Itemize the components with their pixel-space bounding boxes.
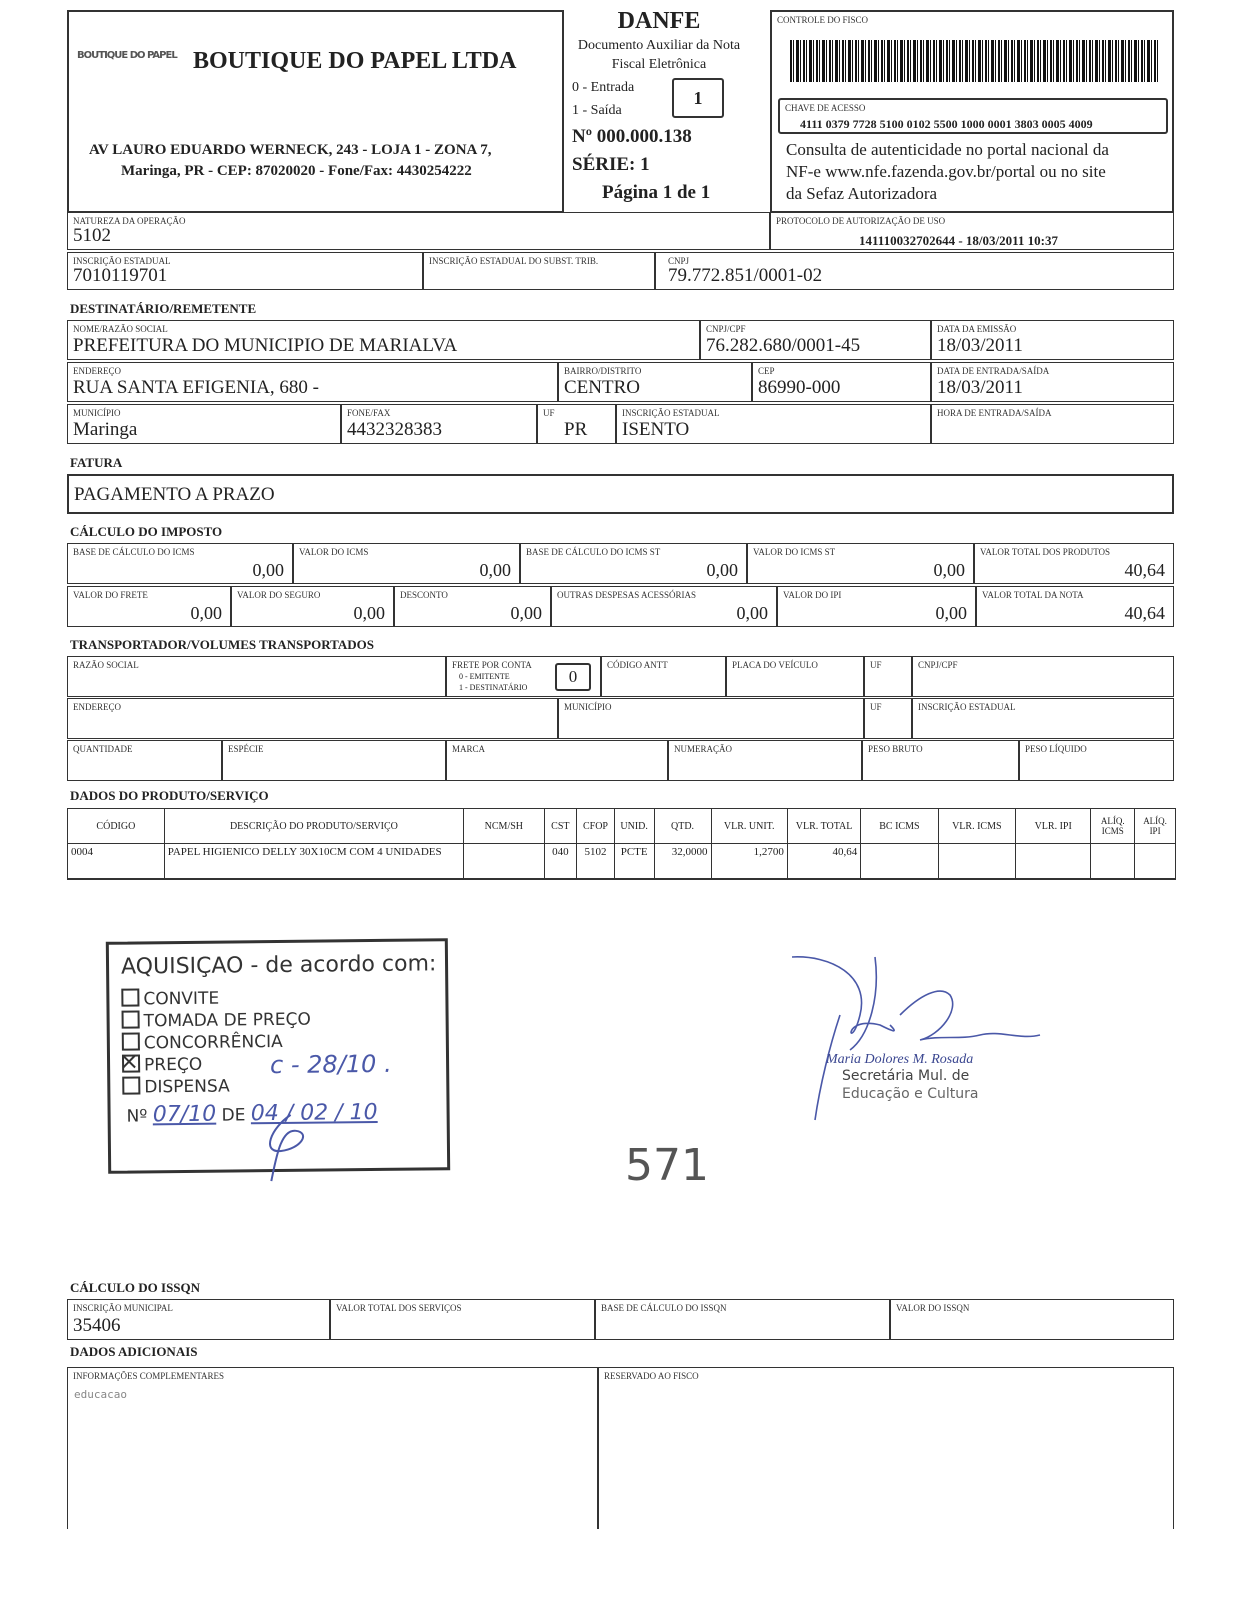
- issqn-servicos-label: VALOR TOTAL DOS SERVIÇOS: [336, 1303, 462, 1313]
- transp-razao-cell: [67, 656, 446, 697]
- ipi-cell: [777, 586, 976, 627]
- dest-entrada-label: DATA DE ENTRADA/SAÍDA: [937, 366, 1050, 376]
- dest-municipio-cell: [67, 404, 341, 444]
- dest-ie-value: ISENTO: [622, 419, 690, 440]
- transp-peso-liquido-label: PESO LÍQUIDO: [1025, 744, 1087, 754]
- col-vlr-total: VLR. TOTAL: [787, 809, 860, 844]
- cell-vlr-total: 40,64: [787, 844, 860, 880]
- signature-cargo-1: Secretária Mul. de: [842, 1068, 970, 1084]
- protocolo-cell: [770, 212, 1174, 250]
- chave-value: 4111 0379 7728 5100 0102 5500 1000 0001 3803 0005 4009: [800, 117, 1093, 131]
- desconto-value: 0,00: [510, 603, 542, 623]
- icms-st-base-cell: [520, 543, 747, 584]
- cell-ncm: [464, 844, 544, 880]
- frete-cell: [67, 586, 231, 627]
- dest-emissao-cell: [931, 320, 1174, 360]
- cell-aliq-ipi: [1135, 844, 1176, 880]
- ipi-label: VALOR DO IPI: [783, 590, 842, 600]
- transp-cnpj-cell: [912, 656, 1174, 697]
- desconto-label: DESCONTO: [400, 590, 448, 600]
- col-vlr-icms: VLR. ICMS: [938, 809, 1015, 844]
- danfe-subtitle-2: Fiscal Eletrônica: [611, 57, 707, 72]
- issqn-valor-cell: [890, 1299, 1174, 1340]
- cell-descricao: PAPEL HIGIENICO DELLY 30X10CM COM 4 UNIDADES: [164, 844, 463, 880]
- issqn-servicos-cell: [330, 1299, 595, 1340]
- issqn-base-cell: [595, 1299, 890, 1340]
- danfe-saida: 1 - Saída: [572, 103, 622, 118]
- fisco-box: [770, 10, 1174, 213]
- table-row: [68, 844, 1176, 880]
- total-produtos-label: VALOR TOTAL DOS PRODUTOS: [980, 547, 1111, 557]
- transp-marca-cell: [446, 740, 668, 781]
- cell-cfop: 5102: [577, 844, 615, 880]
- fatura-cell: [67, 474, 1174, 514]
- danfe-numero: Nº 000.000.138: [572, 126, 692, 147]
- fatura-value: PAGAMENTO A PRAZO: [74, 484, 275, 505]
- stamp-initials-icon: [251, 1112, 332, 1183]
- transp-frete-opt1: 1 - DESTINATÁRIO: [459, 683, 528, 692]
- col-cst: CST: [544, 809, 577, 844]
- outras-despesas-label: OUTRAS DESPESAS ACESSÓRIAS: [557, 590, 697, 600]
- dest-entrada-value: 18/03/2011: [937, 377, 1023, 398]
- dest-uf-label: UF: [543, 408, 555, 418]
- transp-numeracao-cell: [668, 740, 862, 781]
- transp-endereco-label: ENDEREÇO: [73, 702, 121, 712]
- transp-quantidade-cell: [67, 740, 222, 781]
- ie-label: INSCRIÇÃO ESTADUAL: [73, 256, 171, 266]
- transp-especie-label: ESPÉCIE: [228, 744, 264, 754]
- transp-especie-cell: [222, 740, 446, 781]
- stamp-option-preco: [122, 1054, 202, 1076]
- dest-cnpj-value: 76.282.680/0001-45: [706, 335, 861, 356]
- col-aliq-icms: ALÍQ. ICMS: [1091, 809, 1135, 844]
- transp-ie-label: INSCRIÇÃO ESTADUAL: [918, 702, 1016, 712]
- cnpj-cell: [655, 252, 1174, 290]
- frete-label: VALOR DO FRETE: [73, 590, 148, 600]
- produtos-section-title: DADOS DO PRODUTO/SERVIÇO: [70, 788, 269, 803]
- desconto-cell: [394, 586, 551, 627]
- col-descricao: DESCRIÇÃO DO PRODUTO/SERVIÇO: [164, 809, 463, 844]
- dest-bairro-cell: [558, 362, 752, 402]
- cnpj-label: CNPJ: [668, 256, 690, 266]
- icms-base-cell: [67, 543, 293, 584]
- barcode: [790, 40, 1160, 82]
- dest-ie-cell: [616, 404, 931, 444]
- dest-emissao-label: DATA DA EMISSÃO: [937, 324, 1017, 334]
- cell-bc-icms: [861, 844, 938, 880]
- transp-ie-cell: [912, 698, 1174, 739]
- cell-vlr-ipi: [1016, 844, 1091, 880]
- emitente-box: [67, 10, 564, 213]
- natureza-value: 5102: [73, 225, 111, 246]
- dest-uf-cell: [537, 404, 616, 444]
- issqn-im-cell: [67, 1299, 330, 1340]
- transp-frete-value: 0: [568, 667, 578, 686]
- checked-checkbox-icon: [122, 1054, 140, 1072]
- cell-cst: 040: [544, 844, 577, 880]
- dest-uf-value: PR: [564, 419, 588, 440]
- stamp-option-label: CONCORRÊNCIA: [143, 1031, 283, 1054]
- icms-base-value: 0,00: [252, 560, 284, 580]
- total-produtos-value: 40,64: [1124, 560, 1165, 580]
- danfe-subtitle-1: Documento Auxiliar da Nota: [577, 38, 741, 53]
- dest-fone-value: 4432328383: [347, 419, 442, 440]
- stamp-data: 04 / 02 / 10: [250, 1099, 378, 1127]
- dest-cep-label: CEP: [758, 366, 775, 376]
- dest-cnpj-label: CNPJ/CPF: [706, 324, 746, 334]
- danfe-serie: SÉRIE: 1: [572, 154, 650, 175]
- icms-valor-value: 0,00: [479, 560, 511, 580]
- emitente-address-1: AV LAURO EDUARDO WERNECK, 243 - LOJA 1 - ZONA 7,: [89, 142, 492, 158]
- cell-vlr-icms: [938, 844, 1015, 880]
- info-complementar-cell: [67, 1367, 598, 1529]
- dest-hora-label: HORA DE ENTRADA/SAÍDA: [937, 408, 1052, 418]
- transp-peso-bruto-label: PESO BRUTO: [868, 744, 923, 754]
- cell-unid: PCTE: [614, 844, 654, 880]
- dest-emissao-value: 18/03/2011: [937, 335, 1023, 356]
- emitente-address-2: Maringa, PR - CEP: 87020020 - Fone/Fax: 4430254222: [121, 163, 472, 179]
- icms-st-base-value: 0,00: [706, 560, 738, 580]
- aquisicao-stamp: [106, 938, 450, 1174]
- transp-placa-cell: [726, 656, 864, 697]
- transp-uf-label: UF: [870, 660, 882, 670]
- cnpj-value: 79.772.851/0001-02: [668, 265, 823, 286]
- dest-hora-cell: [931, 404, 1174, 444]
- transp-municipio-label: MUNICÍPIO: [564, 702, 612, 712]
- danfe-title: DANFE: [617, 8, 701, 34]
- dest-bairro-label: BAIRRO/DISTRITO: [564, 366, 642, 376]
- info-complementar-label: INFORMAÇÕES COMPLEMENTARES: [73, 1371, 225, 1381]
- col-vlr-unit: VLR. UNIT.: [711, 809, 787, 844]
- fatura-section-title: FATURA: [70, 455, 123, 470]
- dest-ie-label: INSCRIÇÃO ESTADUAL: [622, 408, 720, 418]
- col-ncm: NCM/SH: [464, 809, 544, 844]
- transp-antt-label: CÓDIGO ANTT: [607, 660, 668, 670]
- issqn-section-title: CÁLCULO DO ISSQN: [70, 1280, 201, 1295]
- cell-aliq-icms: [1091, 844, 1135, 880]
- reservado-fisco-label: RESERVADO AO FISCO: [604, 1371, 699, 1381]
- stamp-option-concorrencia: [122, 1031, 283, 1054]
- transp-uf-cell: [864, 656, 912, 697]
- frete-value: 0,00: [190, 603, 222, 623]
- cell-vlr-unit: 1,2700: [711, 844, 787, 880]
- ie-st-cell: [423, 252, 655, 290]
- transp-placa-label: PLACA DO VEÍCULO: [732, 660, 818, 670]
- danfe-tipo-box: [672, 78, 724, 118]
- seguro-value: 0,00: [353, 603, 385, 623]
- transp-marca-label: MARCA: [452, 744, 486, 754]
- stamp-numero: 07/10: [152, 1101, 217, 1128]
- transp-uf2-cell: [864, 698, 912, 739]
- checkbox-icon: [121, 988, 139, 1006]
- col-vlr-ipi: VLR. IPI: [1016, 809, 1091, 844]
- consulta-line-1: Consulta de autenticidade no portal nacional da: [786, 140, 1109, 159]
- issqn-im-label: INSCRIÇÃO MUNICIPAL: [73, 1303, 173, 1313]
- danfe-block: [564, 6, 768, 213]
- col-cfop: CFOP: [577, 809, 615, 844]
- dest-endereco-cell: [67, 362, 558, 402]
- issqn-base-label: BASE DE CÁLCULO DO ISSQN: [601, 1303, 727, 1313]
- stamp-handwritten-ref: c - 28/10 .: [269, 1049, 392, 1080]
- info-complementar-value: educacao: [74, 1388, 127, 1401]
- stamp-option-label: PREÇO: [143, 1054, 203, 1076]
- protocolo-value: 141110032702644 - 18/03/2011 10:37: [859, 233, 1058, 248]
- transp-frete-box: [555, 663, 591, 691]
- transp-antt-cell: [601, 656, 726, 697]
- dest-cep-value: 86990-000: [758, 377, 841, 398]
- dest-nome-cell: [67, 320, 700, 360]
- checkbox-icon: [122, 1010, 140, 1028]
- issqn-valor-label: VALOR DO ISSQN: [896, 1303, 970, 1313]
- natureza-label: NATUREZA DA OPERAÇÃO: [73, 216, 186, 226]
- total-nota-value: 40,64: [1124, 603, 1165, 623]
- total-produtos-cell: [974, 543, 1174, 584]
- transp-endereco-cell: [67, 698, 558, 739]
- dest-cep-cell: [752, 362, 931, 402]
- emitente-name: BOUTIQUE DO PAPEL LTDA: [193, 48, 517, 74]
- outras-despesas-value: 0,00: [736, 603, 768, 623]
- transp-frete-cell: [446, 656, 601, 697]
- transp-municipio-cell: [558, 698, 864, 739]
- icms-valor-cell: [293, 543, 520, 584]
- col-aliq-ipi: ALÍQ. IPI: [1135, 809, 1176, 844]
- chave-label: CHAVE DE ACESSO: [785, 103, 866, 113]
- signature-cargo-2: Educação e Cultura: [842, 1086, 979, 1102]
- transp-razao-label: RAZÃO SOCIAL: [73, 660, 139, 670]
- natureza-cell: [67, 212, 770, 250]
- destinatario-section-title: DESTINATÁRIO/REMETENTE: [70, 301, 257, 316]
- stamp-option-dispensa: [122, 1076, 230, 1098]
- transp-uf2-label: UF: [870, 702, 882, 712]
- protocolo-label: PROTOCOLO DE AUTORIZAÇÃO DE USO: [776, 216, 946, 226]
- stamp-option-convite: [121, 988, 219, 1010]
- stamp-option-label: TOMADA DE PREÇO: [143, 1009, 311, 1032]
- dest-endereco-value: RUA SANTA EFIGENIA, 680 -: [73, 377, 320, 398]
- issqn-im-value: 35406: [73, 1315, 121, 1336]
- signature-name: Maria Dolores M. Rosada: [826, 1052, 974, 1067]
- stamp-option-tomada: [122, 1009, 311, 1032]
- transp-peso-bruto-cell: [862, 740, 1019, 781]
- danfe-tipo: 1: [693, 88, 703, 108]
- checkbox-icon: [122, 1032, 140, 1050]
- transp-frete-label: FRETE POR CONTA: [452, 660, 532, 670]
- emitente-logo: BOUTIQUE DO PAPEL: [77, 50, 177, 61]
- transp-numeracao-label: NUMERAÇÃO: [674, 744, 733, 754]
- dest-fone-cell: [341, 404, 537, 444]
- col-codigo: CÓDIGO: [68, 809, 165, 844]
- stamp-de: DE: [221, 1105, 246, 1126]
- transp-quantidade-label: QUANTIDADE: [73, 744, 133, 754]
- col-qtd: QTD.: [654, 809, 711, 844]
- consulta-line-3: da Sefaz Autorizadora: [786, 184, 938, 203]
- stamp-option-label: CONVITE: [143, 988, 220, 1010]
- icms-st-valor-cell: [747, 543, 974, 584]
- dest-fone-label: FONE/FAX: [347, 408, 391, 418]
- cell-qtd: 32,0000: [654, 844, 711, 880]
- cell-codigo: 0004: [68, 844, 165, 880]
- icms-st-base-label: BASE DE CÁLCULO DO ICMS ST: [526, 547, 661, 557]
- dest-municipio-label: MUNICÍPIO: [73, 408, 121, 418]
- seguro-cell: [231, 586, 394, 627]
- imposto-section-title: CÁLCULO DO IMPOSTO: [70, 524, 223, 539]
- dest-nome-label: NOME/RAZÃO SOCIAL: [73, 324, 168, 334]
- dest-municipio-value: Maringa: [73, 419, 138, 440]
- reservado-fisco-cell: [598, 1367, 1174, 1529]
- stamp-numero-prefix: Nº: [126, 1106, 148, 1127]
- outras-despesas-cell: [551, 586, 777, 627]
- danfe-pagina: Página 1 de 1: [602, 182, 711, 203]
- ie-st-label: INSCRIÇÃO ESTADUAL DO SUBST. TRIB.: [429, 256, 599, 266]
- dest-endereco-label: ENDEREÇO: [73, 366, 121, 376]
- total-nota-label: VALOR TOTAL DA NOTA: [982, 590, 1084, 600]
- produtos-header-row: [68, 809, 1176, 844]
- transp-frete-opt0: 0 - EMITENTE: [459, 672, 510, 681]
- col-unid: UNID.: [614, 809, 654, 844]
- dest-bairro-value: CENTRO: [564, 377, 640, 398]
- icms-st-valor-label: VALOR DO ICMS ST: [753, 547, 836, 557]
- adicionais-section-title: DADOS ADICIONAIS: [70, 1344, 198, 1359]
- dest-cnpj-cell: [700, 320, 931, 360]
- chave-box: [778, 98, 1168, 134]
- transp-cnpj-label: CNPJ/CPF: [918, 660, 958, 670]
- transp-peso-liquido-cell: [1019, 740, 1174, 781]
- seguro-label: VALOR DO SEGURO: [237, 590, 321, 600]
- icms-base-label: BASE DE CÁLCULO DO ICMS: [73, 547, 195, 557]
- dest-entrada-cell: [931, 362, 1174, 402]
- controle-fisco-label: CONTROLE DO FISCO: [777, 15, 869, 25]
- stamp-option-label: DISPENSA: [144, 1076, 230, 1098]
- checkbox-icon: [122, 1076, 140, 1094]
- consulta-line-2: NF-e www.nfe.fazenda.gov.br/portal ou no site: [786, 162, 1106, 181]
- transporte-section-title: TRANSPORTADOR/VOLUMES TRANSPORTADOS: [70, 637, 375, 652]
- ipi-value: 0,00: [935, 603, 967, 623]
- folha-number: 571: [625, 1140, 709, 1191]
- icms-st-valor-value: 0,00: [933, 560, 965, 580]
- dest-nome-value: PREFEITURA DO MUNICIPIO DE MARIALVA: [73, 335, 458, 356]
- col-bc-icms: BC ICMS: [861, 809, 938, 844]
- danfe-entrada: 0 - Entrada: [572, 80, 635, 95]
- ie-value: 7010119701: [73, 265, 168, 286]
- ie-cell: [67, 252, 423, 290]
- total-nota-cell: [976, 586, 1174, 627]
- stamp-title: AQUISIÇAO - de acordo com:: [120, 951, 437, 980]
- icms-valor-label: VALOR DO ICMS: [299, 547, 369, 557]
- produtos-table: [67, 808, 1176, 880]
